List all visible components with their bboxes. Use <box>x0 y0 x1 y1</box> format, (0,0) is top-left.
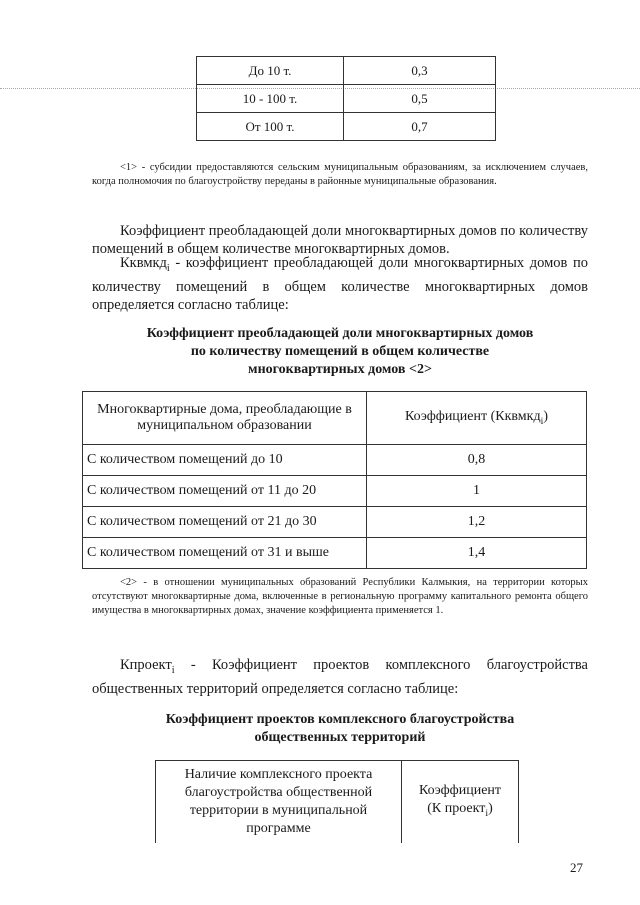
heading-line: Коэффициент преобладающей доли многоквартирных домов <box>146 326 534 341</box>
paragraph <box>92 254 588 314</box>
header-text-line <box>408 800 512 823</box>
project-coefficient-table <box>155 760 519 843</box>
table-cell: 1,2 <box>367 507 587 538</box>
subscript: i <box>540 415 544 427</box>
footnote-text: <2> - в отношении муниципальных образований Республики Калмыкия, на территории которых отсутствуют многоквартирные дома, включенные в региональную программу капитального ремонта общего имущества в многоквартирных домах, значение коэффициента применяется 1. <box>92 577 588 616</box>
table-cell: С количеством помещений от 21 до 30 <box>83 507 367 538</box>
paragraph-text: - Коэффициент проектов комплексного благоустройства общественных территорий определяется согласно таблице: <box>92 657 588 697</box>
table-heading <box>92 711 588 747</box>
table-cell: От 100 т. <box>197 113 344 141</box>
symbol: Кпроект <box>120 657 172 673</box>
header-cell <box>367 392 587 445</box>
header-cell: Многоквартирные дома, преобладающие в муниципальном образовании <box>83 392 367 445</box>
heading-line: Коэффициент проектов комплексного благоустройства <box>165 712 515 727</box>
apartment-coefficient-table <box>82 391 587 569</box>
table-header-row <box>156 761 519 844</box>
footnote-2 <box>92 576 588 618</box>
header-text: (К проект <box>427 800 486 816</box>
table-row <box>83 445 587 476</box>
footnote-text: <1> - субсидии предоставляются сельским муниципальным образованиям, за исключением случаев, когда полномочия по благоустройству переданы в районные муниципальные образования. <box>92 162 588 187</box>
paragraph-text: - коэффициент преобладающей доли многоквартирных домов по количеству помещений в общем количестве многоквартирных домов определяется согласно таблице: <box>92 255 588 313</box>
header-cell <box>402 761 519 844</box>
table-cell: 1 <box>367 476 587 507</box>
header-text: Коэффициент (Кквмкд <box>405 409 541 425</box>
table-cell: 0,7 <box>344 113 496 141</box>
table-cell: 10 - 100 т. <box>197 85 344 113</box>
table-cell: 0,5 <box>344 85 496 113</box>
value-coefficient-table <box>196 56 496 141</box>
header-text: ) <box>543 409 548 425</box>
table-cell: 0,8 <box>367 445 587 476</box>
heading-line: по количеству помещений в общем количестве <box>190 344 490 359</box>
table-cell: С количеством помещений от 11 до 20 <box>83 476 367 507</box>
header-text: ) <box>488 800 493 816</box>
table-header-row <box>83 392 587 445</box>
table-row <box>83 538 587 569</box>
table-row <box>83 507 587 538</box>
paragraph <box>92 656 588 698</box>
header-cell: Наличие комплексного проекта благоустройства общественной территории в муниципальной программе <box>156 761 402 844</box>
table-cell: 0,3 <box>344 57 496 85</box>
subscript: i <box>171 664 175 676</box>
header-text: Коэффициент <box>418 782 502 798</box>
table-row <box>197 113 496 141</box>
footnote-1 <box>92 161 588 189</box>
subscript: i <box>166 262 170 274</box>
table-row <box>197 85 496 113</box>
table-heading <box>92 325 588 379</box>
subscript: i <box>485 807 489 819</box>
table-cell: 1,4 <box>367 538 587 569</box>
table-cell: С количеством помещений до 10 <box>83 445 367 476</box>
table-cell: До 10 т. <box>197 57 344 85</box>
symbol: Кквмкд <box>120 255 167 271</box>
table-cell: С количеством помещений от 31 и выше <box>83 538 367 569</box>
paragraph: Коэффициент преобладающей доли многоквартирных домов по количеству помещений в общем количестве многоквартирных домов. <box>92 223 588 257</box>
page-number: 27 <box>570 860 583 875</box>
table-row <box>197 57 496 85</box>
heading-line: общественных территорий <box>254 730 426 745</box>
heading-line: многоквартирных домов <2> <box>248 362 432 377</box>
table-row <box>83 476 587 507</box>
